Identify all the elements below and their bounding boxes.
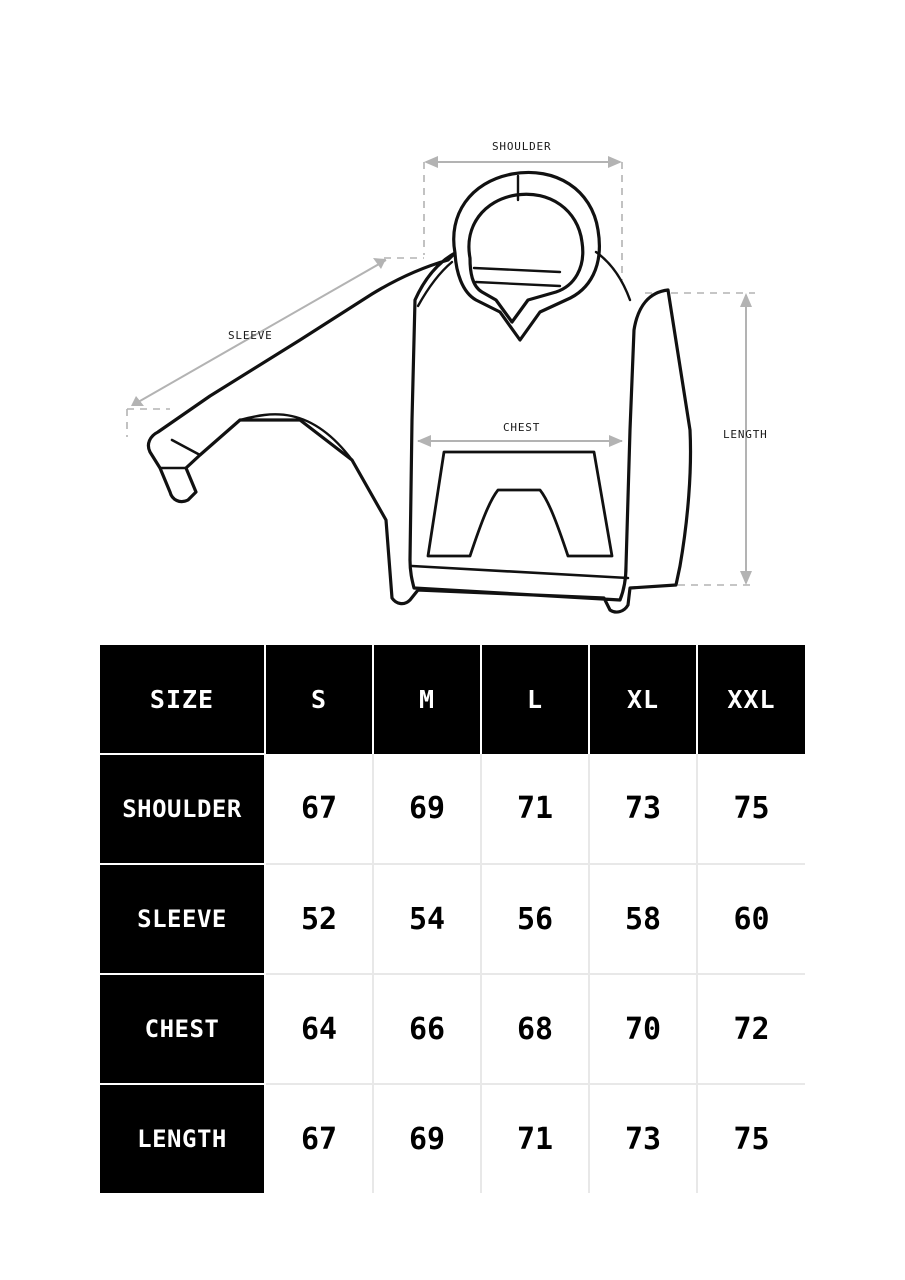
cell-sleeve-l: 56 — [481, 864, 589, 974]
cell-length-xl: 73 — [589, 1084, 697, 1193]
size-table — [100, 645, 805, 1193]
cell-length-s: 67 — [265, 1084, 373, 1193]
cell-shoulder-s: 67 — [265, 754, 373, 864]
row-label-length: LENGTH — [100, 1084, 265, 1193]
column-header-xxl: XXL — [697, 645, 805, 754]
dimension-label-sleeve: SLEEVE — [228, 329, 273, 342]
column-header-xl: XL — [589, 645, 697, 754]
cell-shoulder-xxl: 75 — [697, 754, 805, 864]
cell-sleeve-xl: 58 — [589, 864, 697, 974]
cell-sleeve-m: 54 — [373, 864, 481, 974]
cell-shoulder-xl: 73 — [589, 754, 697, 864]
table-row — [100, 974, 805, 1084]
table-row — [100, 754, 805, 864]
cell-length-xxl: 75 — [697, 1084, 805, 1193]
dimension-label-shoulder: SHOULDER — [492, 140, 552, 153]
table-row — [100, 864, 805, 974]
size-chart — [100, 645, 805, 1193]
hoodie-outline — [148, 172, 690, 612]
table-body — [100, 754, 805, 1193]
column-header-m: M — [373, 645, 481, 754]
table-row — [100, 1084, 805, 1193]
column-header-s: S — [265, 645, 373, 754]
row-label-shoulder: SHOULDER — [100, 754, 265, 864]
cell-chest-s: 64 — [265, 974, 373, 1084]
cell-sleeve-xxl: 60 — [697, 864, 805, 974]
cell-chest-l: 68 — [481, 974, 589, 1084]
cell-length-m: 69 — [373, 1084, 481, 1193]
cell-length-l: 71 — [481, 1084, 589, 1193]
column-header-size: SIZE — [100, 645, 265, 754]
column-header-l: L — [481, 645, 589, 754]
cell-shoulder-m: 69 — [373, 754, 481, 864]
row-label-chest: CHEST — [100, 974, 265, 1084]
cell-chest-xxl: 72 — [697, 974, 805, 1084]
row-label-sleeve: SLEEVE — [100, 864, 265, 974]
cell-chest-m: 66 — [373, 974, 481, 1084]
cell-sleeve-s: 52 — [265, 864, 373, 974]
dimension-label-length: LENGTH — [723, 428, 768, 441]
table-header-row — [100, 645, 805, 754]
table-header — [100, 645, 805, 754]
cell-chest-xl: 70 — [589, 974, 697, 1084]
dimension-label-chest: CHEST — [503, 421, 541, 434]
cell-shoulder-l: 71 — [481, 754, 589, 864]
